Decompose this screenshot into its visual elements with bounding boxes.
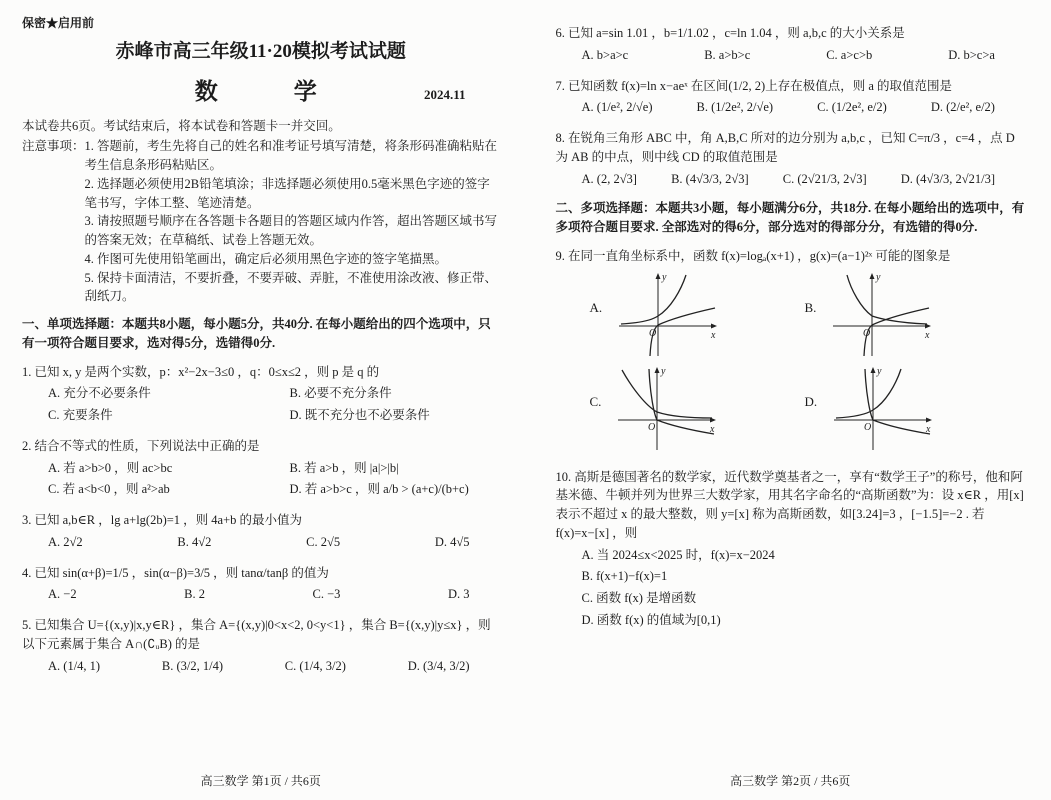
notice-block: [22, 137, 500, 306]
option: D. (4√3/3, 2√21/3]: [900, 171, 995, 186]
option: B. (4√3/3, 2√3]: [671, 171, 749, 186]
question-options: [22, 585, 500, 604]
page-1-footer: 高三数学 第1页 / 共6页: [200, 774, 321, 788]
option: C. (2√21/3, 2√3]: [782, 171, 867, 186]
question-text: 8. 在锐角三角形 ABC 中，角 A,B,C 所对的边分别为 a,b,c ，已知 C=π/3 ，c=4 ，点 D 为 AB 的中点，则中线 CD 的取值范围是: [555, 131, 1015, 164]
graph-option-b: [805, 268, 1020, 360]
option: B. (3/2, 1/4): [161, 658, 223, 673]
option: A. (2, 2√3]: [581, 171, 637, 186]
exam-date: 2024.11: [423, 87, 466, 102]
option: A. 若 a>b>0 ，则 ac>bc: [48, 460, 173, 475]
x-axis-label: x: [710, 423, 715, 435]
option: D. 函数 f(x) 的值域为[0,1): [581, 612, 721, 627]
origin-label: O: [648, 421, 656, 433]
question-5: [22, 616, 500, 675]
section-2-title: 二、多项选择题：本题共3小题，每小题满分6分，共18分. 在每小题给出的选项中，有多项符合题目要求. 全部选对的得6分，部分选对的得部分分，有选错的得0分.: [555, 201, 1025, 234]
option: D. 4√5: [434, 534, 470, 549]
exp-curve: [847, 275, 927, 324]
option: D. 既不充分也不必要条件: [289, 408, 430, 422]
option: A. 当 2024≤x<2025 时，f(x)=x−2024: [581, 547, 775, 562]
option: D. (2/e², e/2): [930, 100, 995, 115]
option: B. 必要不充分条件: [289, 386, 392, 401]
question-3: [22, 511, 500, 552]
option: A. 充分不必要条件: [48, 386, 151, 401]
question-options: [22, 384, 500, 425]
notice-label: 注意事项：: [22, 139, 85, 154]
option: C. 2√5: [306, 534, 341, 549]
question-text: 6. 已知 a=sin 1.01 ，b=1/1.02 ，c=ln 1.04 ，则 a,b,c 的大小关系是: [555, 26, 905, 40]
option: C. (1/2e², e/2): [817, 100, 887, 115]
question-text: 9. 在同一直角坐标系中，函数 f(x)=logₐ(x+1) ，g(x)=(a−1)²ˣ 可能的图象是: [555, 248, 951, 263]
option: B. f(x+1)−f(x)=1: [581, 569, 668, 584]
log-curve: [649, 369, 714, 434]
q9-graphs: [556, 268, 1026, 454]
graph-option-a: [590, 268, 805, 360]
exp-curve: [836, 369, 901, 418]
option: C. 函数 f(x) 是增函数: [581, 591, 697, 605]
exam-title: 赤峰市高三年级11·20模拟考试试题: [115, 41, 406, 62]
question-text: 3. 已知 a,b∈R ，lg a+lg(2b)=1 ，则 4a+b 的最小值为: [22, 513, 303, 527]
option: D. 若 a>b>c ，则 a/b > (a+c)/(b+c): [289, 482, 469, 497]
question-text: 7. 已知函数 f(x)=ln x−aeˣ 在区间(1/2, 2)上存在极值点，则 a 的取值范围是: [555, 78, 952, 93]
origin-label: O: [864, 421, 872, 433]
subject-row: [22, 75, 500, 107]
notice-item: 5. 保持卡面清洁，不要折叠，不要弄破、弄脏，不准使用涂改液、修正带、刮纸刀。: [84, 270, 498, 304]
graph-label: C.: [589, 393, 602, 409]
option: C. 充要条件: [48, 408, 113, 422]
question-options: [556, 546, 1026, 630]
question-9: [556, 247, 1026, 456]
graph-row: [590, 362, 1026, 454]
question-options: [556, 98, 1026, 117]
question-text: 2. 结合不等式的性质，下列说法中正确的是: [22, 438, 260, 453]
y-axis-label: y: [662, 271, 667, 283]
question-10: [556, 468, 1026, 633]
log-curve: [864, 308, 929, 356]
option: A. (1/e², 2/√e): [581, 100, 653, 115]
exp-curve: [622, 370, 712, 418]
graph-label: A.: [589, 299, 603, 315]
option: B. a>b>c: [704, 47, 751, 62]
graph-d: [827, 362, 939, 454]
question-7: [556, 77, 1026, 118]
graph-a: [612, 268, 724, 360]
y-axis-label: y: [876, 271, 881, 283]
option: B. (1/2e², 2/√e): [696, 100, 774, 115]
security-marking: 保密★启用前: [22, 16, 95, 30]
question-4: [22, 564, 500, 605]
graph-option-c: [590, 362, 805, 454]
option: A. (1/4, 1): [48, 658, 101, 673]
option: B. 若 a>b ，则 |a|>|b|: [289, 460, 399, 475]
y-axis-label: y: [877, 365, 882, 377]
option: A. b>a>c: [581, 47, 629, 62]
question-options: [556, 170, 1026, 189]
graph-b: [826, 268, 938, 360]
question-text: 1. 已知 x, y 是两个实数，p：x²−2x−3≤0 ，q：0≤x≤2 ，则 p 是 q 的: [22, 364, 380, 379]
question-2: [22, 437, 500, 499]
option: A. 2√2: [48, 534, 83, 549]
question-options: [556, 46, 1026, 65]
question-options: [22, 459, 500, 500]
subject-title: 数 学: [194, 78, 327, 104]
notice-items: [85, 137, 500, 306]
question-text: 5. 已知集合 U={(x,y)|x,y∈R} ，集合 A={(x,y)|0<x<2, 0<y<1} ，集合 B={(x,y)|y≤x} ，则以下元素属于集合 A∩(∁ᵤB) 的是: [22, 618, 491, 651]
notice-item: 4. 作图可先使用铅笔画出，确定后必须用黑色字迹的签字笔描黑。: [84, 251, 448, 266]
graph-label: D.: [804, 393, 818, 409]
exp-curve: [621, 275, 686, 324]
option: D. b>c>a: [948, 47, 995, 62]
notice-item: 3. 请按照题号顺序在各答题卡各题目的答题区域内作答，超出答题区域书写的答案无效；在草稿纸、试卷上答题无效。: [84, 214, 498, 247]
x-axis-label: x: [926, 423, 931, 435]
option: C. −3: [312, 587, 341, 602]
question-options: [22, 533, 500, 552]
notice-item: 2. 选择题必须使用2B铅笔填涂；非选择题必须使用0.5毫米黑色字迹的签字笔书写，字体工整、笔迹清楚。: [84, 176, 490, 210]
origin-label: O: [863, 327, 871, 339]
origin-label: O: [649, 327, 657, 339]
option: D. (3/4, 3/2): [407, 658, 470, 673]
page-2-footer: 高三数学 第2页 / 共6页: [730, 774, 851, 788]
question-1: [22, 363, 500, 425]
section-1-title: 一、单项选择题：本题共8小题，每小题5分，共40分. 在每小题给出的四个选项中，只有一项符合题目要求，选对得5分，选错得0分.: [22, 317, 491, 350]
x-axis-label: x: [925, 329, 930, 341]
option: A. −2: [48, 587, 77, 602]
option: B. 4√2: [177, 534, 212, 549]
option: B. 2: [184, 587, 205, 602]
graph-row: [590, 268, 1026, 360]
y-axis-label: y: [661, 365, 666, 377]
graph-c: [611, 362, 723, 454]
option: C. a>c>b: [826, 47, 873, 62]
question-8: [556, 129, 1026, 188]
question-6: [556, 24, 1026, 65]
option: C. 若 a<b<0 ，则 a²>ab: [48, 482, 170, 497]
question-text: 4. 已知 sin(α+β)=1/5 ，sin(α−β)=3/5 ，则 tanα/tanβ 的值为: [22, 565, 329, 580]
question-text: 10. 高斯是德国著名的数学家，近代数学奠基者之一，享有“数学王子”的称号，他和阿基米德、牛顿并列为世界三大数学家，用其名字命名的“高斯函数”为：设 x∈R ，用[x]表示不超过 x 的最大整数，则 y=[x] 称为高斯函数，如[3.24]=3 ，[−1.5]=−2 . 若 f(x)=x−[x] ，则: [555, 469, 1024, 540]
x-axis-label: x: [711, 329, 716, 341]
graph-option-d: [805, 362, 1020, 454]
option: D. 3: [447, 587, 470, 602]
page-2: [526, 0, 1051, 800]
graph-label: B.: [804, 299, 817, 315]
notice-item: 1. 答题前，考生先将自己的姓名和准考证号填写清楚，将条形码准确粘贴在考生信息条形码粘贴区。: [84, 139, 498, 172]
option: C. (1/4, 3/2): [284, 658, 346, 673]
exam-note: 本试卷共6页。考试结束后，将本试卷和答题卡一并交回。: [22, 118, 341, 133]
question-options: [22, 657, 500, 676]
